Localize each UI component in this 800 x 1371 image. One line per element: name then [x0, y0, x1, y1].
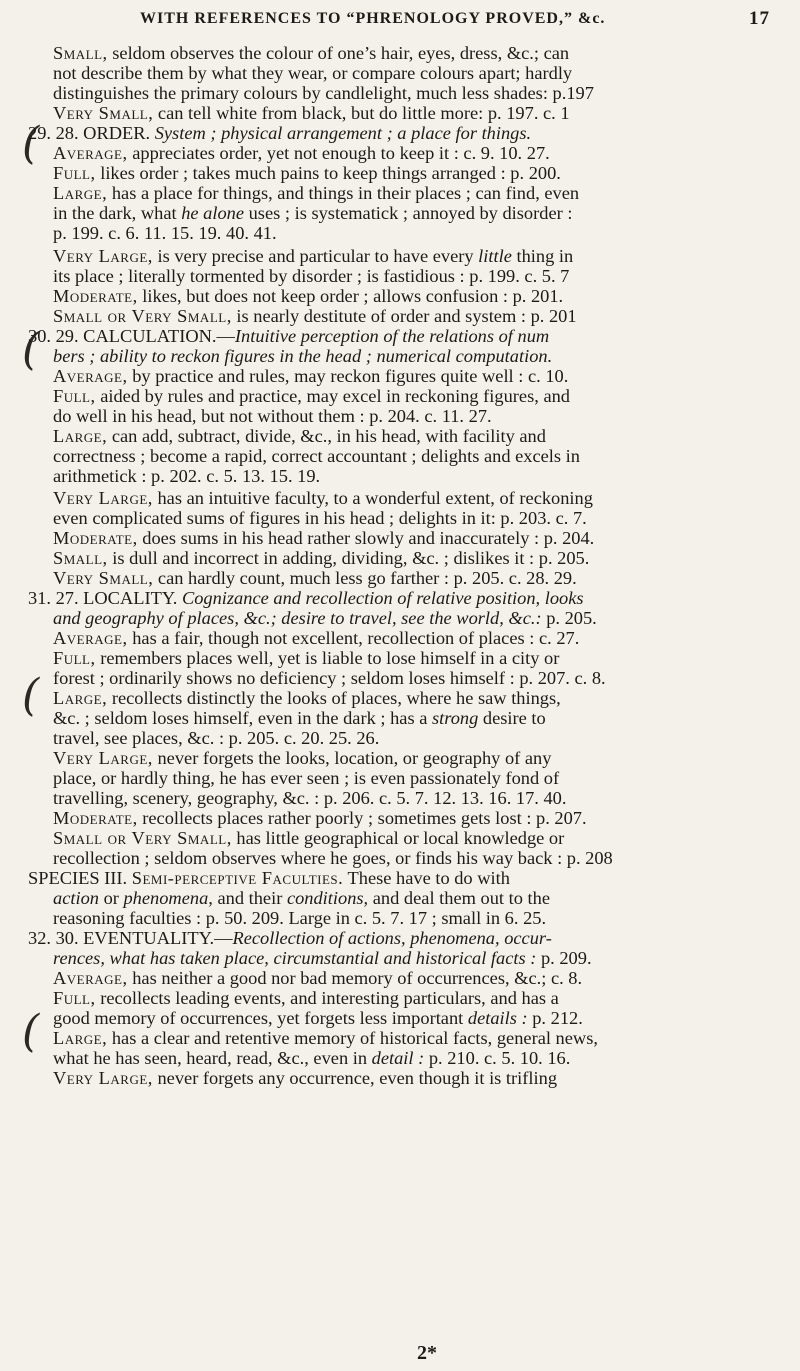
- text-run: does sums in his head rather slowly and inaccurately : p. 204.: [137, 528, 595, 548]
- text-run: has a clear and retentive memory of historical facts, general news,: [107, 1028, 598, 1048]
- text-run: do well in his head, but not without them : p. 204. c. 11. 27.: [53, 406, 492, 426]
- text-run: Very Large,: [53, 488, 153, 508]
- text-run: 31. 27. LOCALITY.: [28, 588, 182, 608]
- text-run: and geography of places, &c.; desire to travel, see the world, &c.:: [53, 608, 542, 628]
- text-line: [53, 445, 800, 467]
- text-line: [53, 102, 800, 124]
- text-line: [53, 787, 800, 809]
- text-run: These have to do with: [343, 868, 510, 888]
- pencil-bracket-mark: (: [22, 1006, 40, 1057]
- text-line: [28, 122, 800, 144]
- text-run: Intuitive perception of the relations of num: [234, 326, 550, 346]
- text-run: forest ; ordinarily shows no deficiency ; seldom loses himself : p. 207. c. 8.: [53, 668, 606, 688]
- text-line: [53, 222, 800, 244]
- text-line: [53, 507, 800, 529]
- text-run: Average,: [53, 968, 128, 988]
- text-run: recollects distinctly the looks of places, where he saw things,: [107, 688, 561, 708]
- running-header: [40, 6, 770, 34]
- text-run: remembers places well, yet is liable to lose himself in a city or: [95, 648, 560, 668]
- text-run: Large,: [53, 426, 108, 446]
- text-line: [53, 547, 800, 569]
- text-line: [53, 182, 800, 204]
- text-run: by practice and rules, may reckon figures quite well : c. 10.: [127, 366, 569, 386]
- text-run: has little geographical or local knowledge or: [231, 828, 565, 848]
- text-line: [53, 907, 800, 929]
- text-run: uses ; is systematick ; annoyed by disorder :: [244, 203, 573, 223]
- text-run: place, or hardly thing, he has ever seen ; is even passionately fond of: [53, 768, 560, 788]
- text-run: what he has seen, heard, read, &c., even in: [53, 1048, 372, 1068]
- text-run: Large,: [53, 1028, 108, 1048]
- text-line: [53, 365, 800, 387]
- text-line: [53, 627, 800, 649]
- text-line: [53, 527, 800, 549]
- text-line: [53, 667, 800, 689]
- signature-mark: 2*: [417, 1342, 437, 1364]
- text-run: can tell white from black, but do little more: p. 197. c. 1: [153, 103, 570, 123]
- text-run: Semi-perceptive Faculties.: [131, 868, 344, 888]
- text-line: [53, 987, 800, 1009]
- text-line: [53, 202, 800, 224]
- text-line: [53, 82, 800, 104]
- text-line: [53, 42, 800, 64]
- text-run: rences, what has taken place, circumstantial and historical facts :: [53, 948, 537, 968]
- text-line: [53, 425, 800, 447]
- text-run: travel, see places, &c. : p. 205. c. 20. 25. 26.: [53, 728, 380, 748]
- text-run: Moderate,: [53, 528, 138, 548]
- text-run: Small or Very Small,: [53, 828, 232, 848]
- text-run: Moderate,: [53, 808, 138, 828]
- text-run: reasoning faculties : p. 50. 209. Large in c. 5. 7. 17 ; small in 6. 25.: [53, 908, 547, 928]
- text-run: Very Small,: [53, 568, 154, 588]
- text-run: has an intuitive faculty, to a wonderful extent, of reckoning: [152, 488, 593, 508]
- text-line: [28, 325, 800, 347]
- text-line: [53, 947, 800, 969]
- text-line: [53, 807, 800, 829]
- text-line: [53, 967, 800, 989]
- text-run: correctness ; become a rapid, correct accountant ; delights and excels in: [53, 446, 580, 466]
- text-line: [53, 567, 800, 589]
- text-line: [53, 767, 800, 789]
- text-run: details :: [467, 1008, 528, 1028]
- text-run: bers ; ability to reckon figures in the head ; numerical computation.: [53, 346, 553, 366]
- text-run: Large,: [53, 183, 108, 203]
- text-line: [53, 847, 800, 869]
- page-number: 17: [749, 8, 770, 29]
- pencil-bracket-mark: (: [22, 118, 40, 169]
- text-run: Average,: [53, 628, 128, 648]
- text-run: likes order ; takes much pains to keep things arranged : p. 200.: [95, 163, 561, 183]
- text-run: Average,: [53, 366, 128, 386]
- text-run: recollection ; seldom observes where he goes, or finds his way back : p. 208: [53, 848, 613, 868]
- text-run: is nearly destitute of order and system : p. 201: [231, 306, 577, 326]
- text-run: recollects leading events, and interesting particulars, and has a: [95, 988, 559, 1008]
- text-run: strong: [431, 708, 479, 728]
- text-line: [53, 707, 800, 729]
- text-run: p. 199. c. 6. 11. 15. 19. 40. 41.: [53, 223, 277, 243]
- text-run: is dull and incorrect in adding, dividing, &c. ; dislikes it : p. 205.: [107, 548, 590, 568]
- text-run: travelling, scenery, geography, &c. : p. 206. c. 5. 7. 12. 13. 16. 17. 40.: [53, 788, 567, 808]
- text-line: [53, 405, 800, 427]
- text-run: &c. ; seldom loses himself, even in the dark ; has a: [53, 708, 432, 728]
- text-line: [28, 867, 800, 889]
- text-run: never forgets the looks, location, or geography of any: [152, 748, 552, 768]
- text-run: appreciates order, yet not enough to keep it : c. 9. 10. 27.: [127, 143, 550, 163]
- text-line: [53, 265, 800, 287]
- text-run: p. 210. c. 5. 10. 16.: [424, 1048, 571, 1068]
- text-run: SPECIES III.: [28, 868, 132, 888]
- text-run: Average,: [53, 143, 128, 163]
- text-run: good memory of occurrences, yet forgets less important: [53, 1008, 468, 1028]
- text-line: [53, 1007, 800, 1029]
- text-run: action: [53, 888, 99, 908]
- text-run: likes, but does not keep order ; allows confusion : p. 201.: [137, 286, 564, 306]
- text-run: Small or Very Small,: [53, 306, 232, 326]
- text-run: Very Small,: [53, 103, 154, 123]
- text-run: never forgets any occurrence, even though it is trifling: [152, 1068, 558, 1088]
- text-run: has neither a good nor bad memory of occurrences, &c.; c. 8.: [127, 968, 583, 988]
- text-line: [53, 827, 800, 849]
- text-run: can add, subtract, divide, &c., in his head, with facility and: [107, 426, 546, 446]
- text-run: phenomena,: [123, 888, 213, 908]
- text-run: Full,: [53, 648, 96, 668]
- text-run: 29. 28. ORDER.: [28, 123, 155, 143]
- text-run: has a place for things, and things in their places ; can find, even: [107, 183, 580, 203]
- text-run: System ; physical arrangement ; a place for things.: [154, 123, 532, 143]
- text-run: p. 205.: [541, 608, 597, 628]
- text-run: desire to: [478, 708, 546, 728]
- text-run: Moderate,: [53, 286, 138, 306]
- text-run: distinguishes the primary colours by candlelight, much less shades: p.197: [53, 83, 594, 103]
- text-line: [53, 1067, 800, 1089]
- text-line: [53, 747, 800, 769]
- text-run: and their: [212, 888, 287, 908]
- text-run: little: [478, 246, 512, 266]
- text-line: [53, 285, 800, 307]
- text-line: [53, 245, 800, 267]
- text-run: its place ; literally tormented by disorder ; is fastidious : p. 199. c. 5. 7: [53, 266, 570, 286]
- text-line: [53, 345, 800, 367]
- text-run: Very Large,: [53, 246, 153, 266]
- running-title: WITH REFERENCES TO “PHRENOLOGY PROVED,” &c.: [140, 10, 606, 27]
- text-run: Very Large,: [53, 748, 153, 768]
- text-run: Small,: [53, 43, 108, 63]
- text-run: is very precise and particular to have every: [152, 246, 479, 266]
- text-run: and deal them out to the: [368, 888, 550, 908]
- text-run: seldom observes the colour of one’s hair, eyes, dress, &c.; can: [107, 43, 570, 63]
- text-run: Small,: [53, 548, 108, 568]
- text-line: [53, 1047, 800, 1069]
- text-run: Large,: [53, 688, 108, 708]
- text-line: [53, 727, 800, 749]
- text-line: [53, 887, 800, 909]
- text-run: arithmetick : p. 202. c. 5. 13. 15. 19.: [53, 466, 321, 486]
- text-line: [53, 62, 800, 84]
- text-run: not describe them by what they wear, or compare colours apart; hardly: [53, 63, 573, 83]
- text-run: can hardly count, much less go farther : p. 205. c. 28. 29.: [153, 568, 577, 588]
- text-line: [53, 1027, 800, 1049]
- text-run: Recollection of actions, phenomena, occur-: [232, 928, 552, 948]
- text-run: in the dark, what: [53, 203, 182, 223]
- text-run: thing in: [511, 246, 574, 266]
- text-run: Full,: [53, 386, 96, 406]
- text-run: p. 212.: [527, 1008, 583, 1028]
- text-line: [53, 142, 800, 164]
- text-run: 32. 30. EVENTUALITY.—: [28, 928, 233, 948]
- text-run: even complicated sums of figures in his head ; delights in it: p. 203. c. 7.: [53, 508, 587, 528]
- text-run: or: [98, 888, 124, 908]
- text-run: he alone: [181, 203, 245, 223]
- text-line: [53, 607, 800, 629]
- text-run: p. 209.: [536, 948, 592, 968]
- pencil-bracket-mark: (: [22, 670, 40, 721]
- text-line: [53, 465, 800, 487]
- text-run: aided by rules and practice, may excel in reckoning figures, and: [95, 386, 571, 406]
- text-run: Full,: [53, 988, 96, 1008]
- text-run: recollects places rather poorly ; sometimes gets lost : p. 207.: [137, 808, 587, 828]
- text-line: [53, 487, 800, 509]
- text-run: Cognizance and recollection of relative position, looks: [181, 588, 584, 608]
- text-line: [53, 647, 800, 669]
- text-line: [53, 305, 800, 327]
- text-line: [53, 162, 800, 184]
- text-line: [53, 385, 800, 407]
- text-line: [28, 927, 800, 949]
- text-run: Very Large,: [53, 1068, 153, 1088]
- text-line: [53, 687, 800, 709]
- text-run: conditions,: [286, 888, 369, 908]
- text-run: Full,: [53, 163, 96, 183]
- pencil-bracket-mark: (: [22, 324, 40, 375]
- text-run: 30. 29. CALCULATION.—: [28, 326, 235, 346]
- text-run: has a fair, though not excellent, recollection of places : c. 27.: [127, 628, 580, 648]
- text-line: [28, 587, 800, 609]
- text-run: detail :: [371, 1048, 425, 1068]
